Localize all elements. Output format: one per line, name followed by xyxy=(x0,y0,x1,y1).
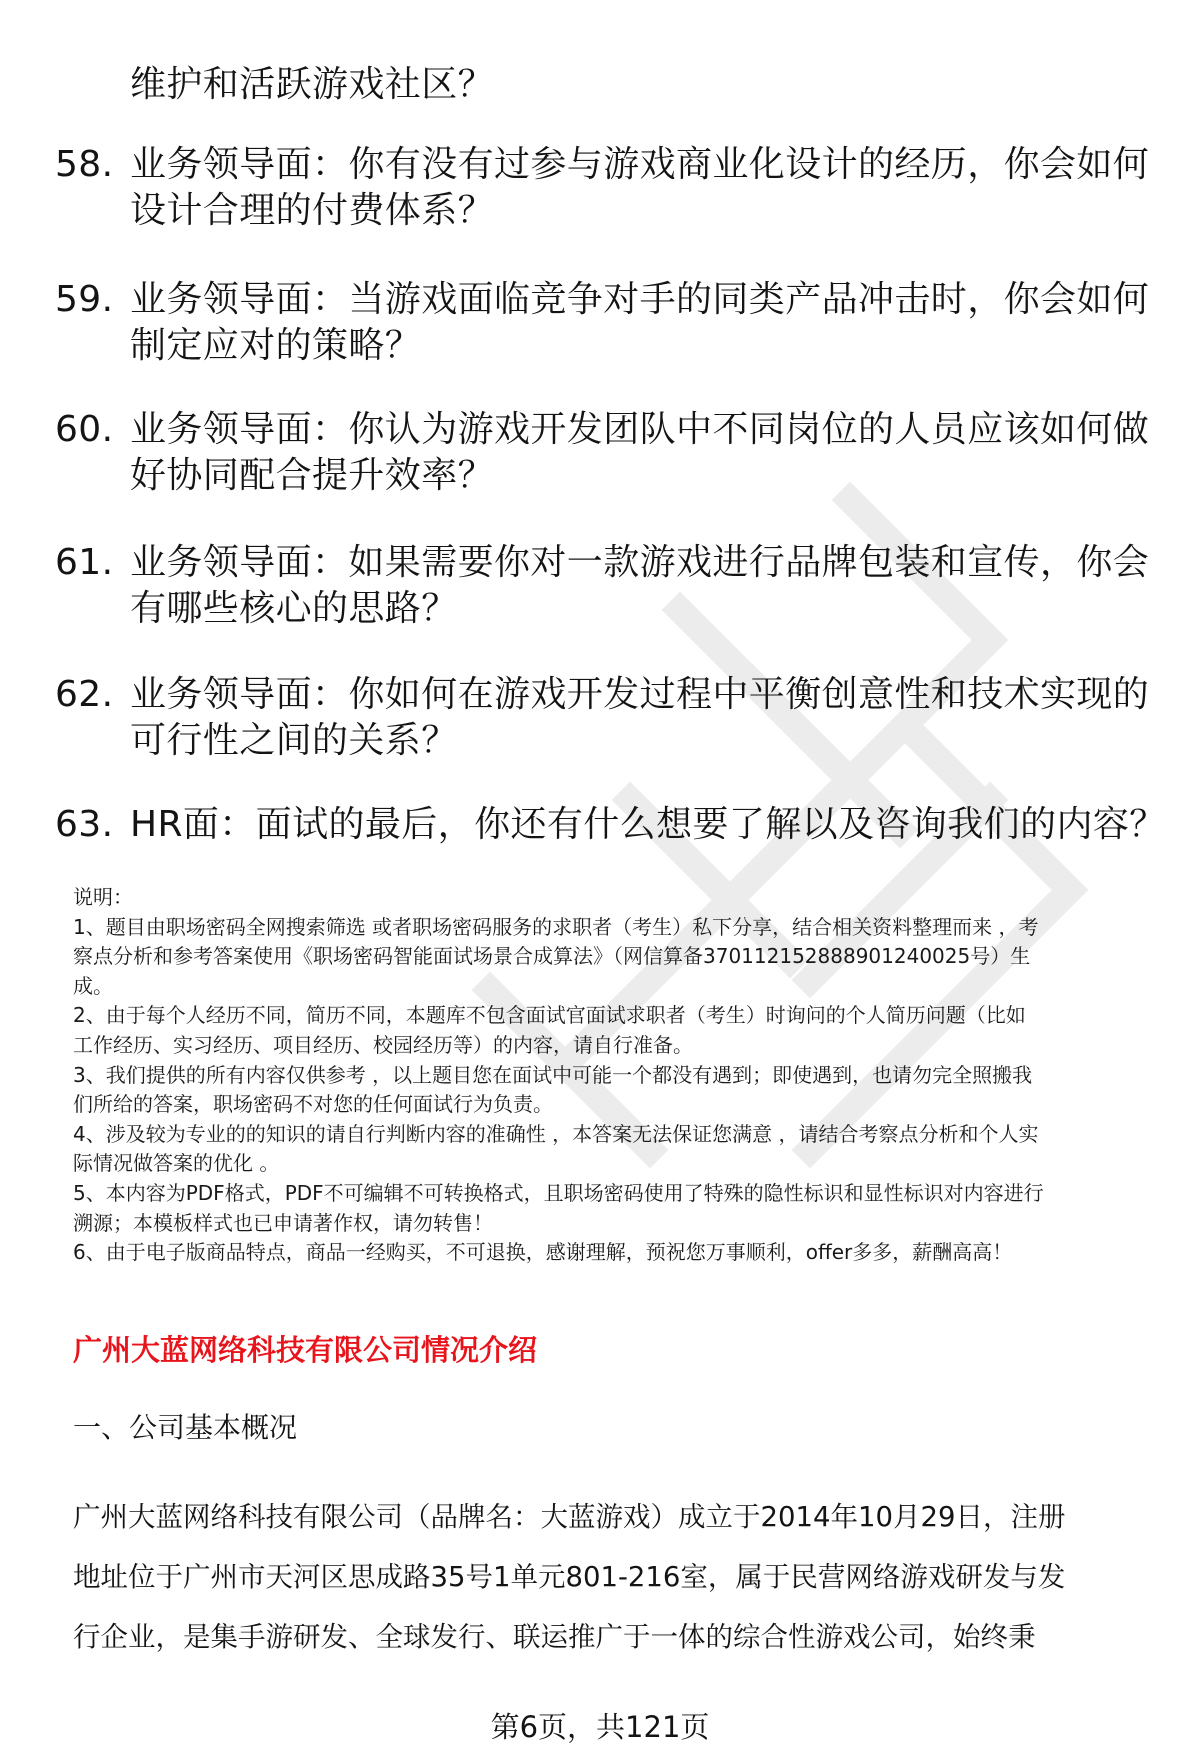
note-line: 察点分析和参考答案使用《职场密码智能面试场景合成算法》（网信算备370112152888901240025号）生 xyxy=(73,944,1031,969)
note-line: 5、本内容为PDF格式，PDF不可编辑不可转换格式，且职场密码使用了特殊的隐性标识和显性标识对内容进行 xyxy=(73,1180,1044,1205)
question-number: 62. xyxy=(55,674,114,715)
question-text-line: 制定应对的策略？ xyxy=(130,325,422,366)
question-number: 58. xyxy=(55,144,114,185)
question-text-line: 维护和活跃游戏社区？ xyxy=(130,64,495,105)
question-number: 63. xyxy=(55,804,114,845)
notes-title: 说明： xyxy=(73,885,133,909)
note-line: 成。 xyxy=(73,973,113,998)
note-line: 际情况做答案的优化 。 xyxy=(73,1151,280,1176)
paragraph-line: 地址位于广州市天河区思成路35号1单元801-216室，属于民营网络游戏研发与发 xyxy=(73,1561,1066,1593)
question-number: 61. xyxy=(55,542,114,583)
question-text-line: 业务领导面：当游戏面临竞争对手的同类产品冲击时，你会如何 xyxy=(130,279,1150,320)
note-line: 4、涉及较为专业的的知识的请自行判断内容的准确性 ，本答案无法保证您满意 ，请结合考察点分析和个人实 xyxy=(73,1121,1039,1146)
question-text-line: 业务领导面：你如何在游戏开发过程中平衡创意性和技术实现的 xyxy=(130,674,1150,715)
question-text-line: 设计合理的付费体系？ xyxy=(130,190,495,231)
note-line: 们所给的答案，职场密码不对您的任何面试行为负责。 xyxy=(73,1092,553,1117)
company-heading: 广州大蓝网络科技有限公司情况介绍 xyxy=(73,1333,538,1367)
note-line: 6、由于电子版商品特点，商品一经购买，不可退换，感谢理解，预祝您万事顺利，offer多多，薪酬高高！ xyxy=(73,1240,1013,1265)
question-text-line: 业务领导面：你认为游戏开发团队中不同岗位的人员应该如何做 xyxy=(130,409,1150,450)
note-line: 3、我们提供的所有内容仅供参考 ，以上题目您在面试中可能一个都没有遇到；即使遇到，也请勿完全照搬我 xyxy=(73,1062,1033,1087)
question-text-line: 业务领导面：你有没有过参与游戏商业化设计的经历，你会如何 xyxy=(130,144,1150,185)
note-line: 溯源；本模板样式也已申请著作权，请勿转售！ xyxy=(73,1210,493,1235)
section-heading: 一、公司基本概况 xyxy=(73,1411,298,1444)
paragraph-line: 行企业，是集手游研发、全球发行、联运推广于一体的综合性游戏公司，始终秉 xyxy=(73,1621,1036,1653)
note-line: 1、题目由职场密码全网搜索筛选 或者职场密码服务的求职者（考生）私下分享，结合相关资料整理而来 ，考 xyxy=(73,914,1039,939)
question-text-line: HR面：面试的最后，你还有什么想要了解以及咨询我们的内容？ xyxy=(130,804,1166,845)
note-line: 2、由于每个人经历不同，简历不同，本题库不包含面试官面试求职者（考生）时询问的个人简历问题（比如 xyxy=(73,1003,1026,1028)
question-number: 59. xyxy=(55,279,114,320)
paragraph-line: 广州大蓝网络科技有限公司（品牌名：大蓝游戏）成立于2014年10月29日，注册 xyxy=(73,1501,1066,1533)
question-number: 60. xyxy=(55,409,114,450)
question-text-line: 可行性之间的关系？ xyxy=(130,720,458,761)
disclaimer-notes xyxy=(73,883,1153,1268)
question-text-line: 好协同配合提升效率？ xyxy=(130,455,495,496)
page-number-footer: 第6页，共121页 xyxy=(490,1710,710,1744)
question-text-line: 有哪些核心的思路？ xyxy=(130,588,458,629)
question-text-line: 业务领导面：如果需要你对一款游戏进行品牌包装和宣传，你会 xyxy=(130,542,1150,583)
note-line: 工作经历、实习经历、项目经历、校园经历等）的内容，请自行准备。 xyxy=(73,1032,693,1057)
